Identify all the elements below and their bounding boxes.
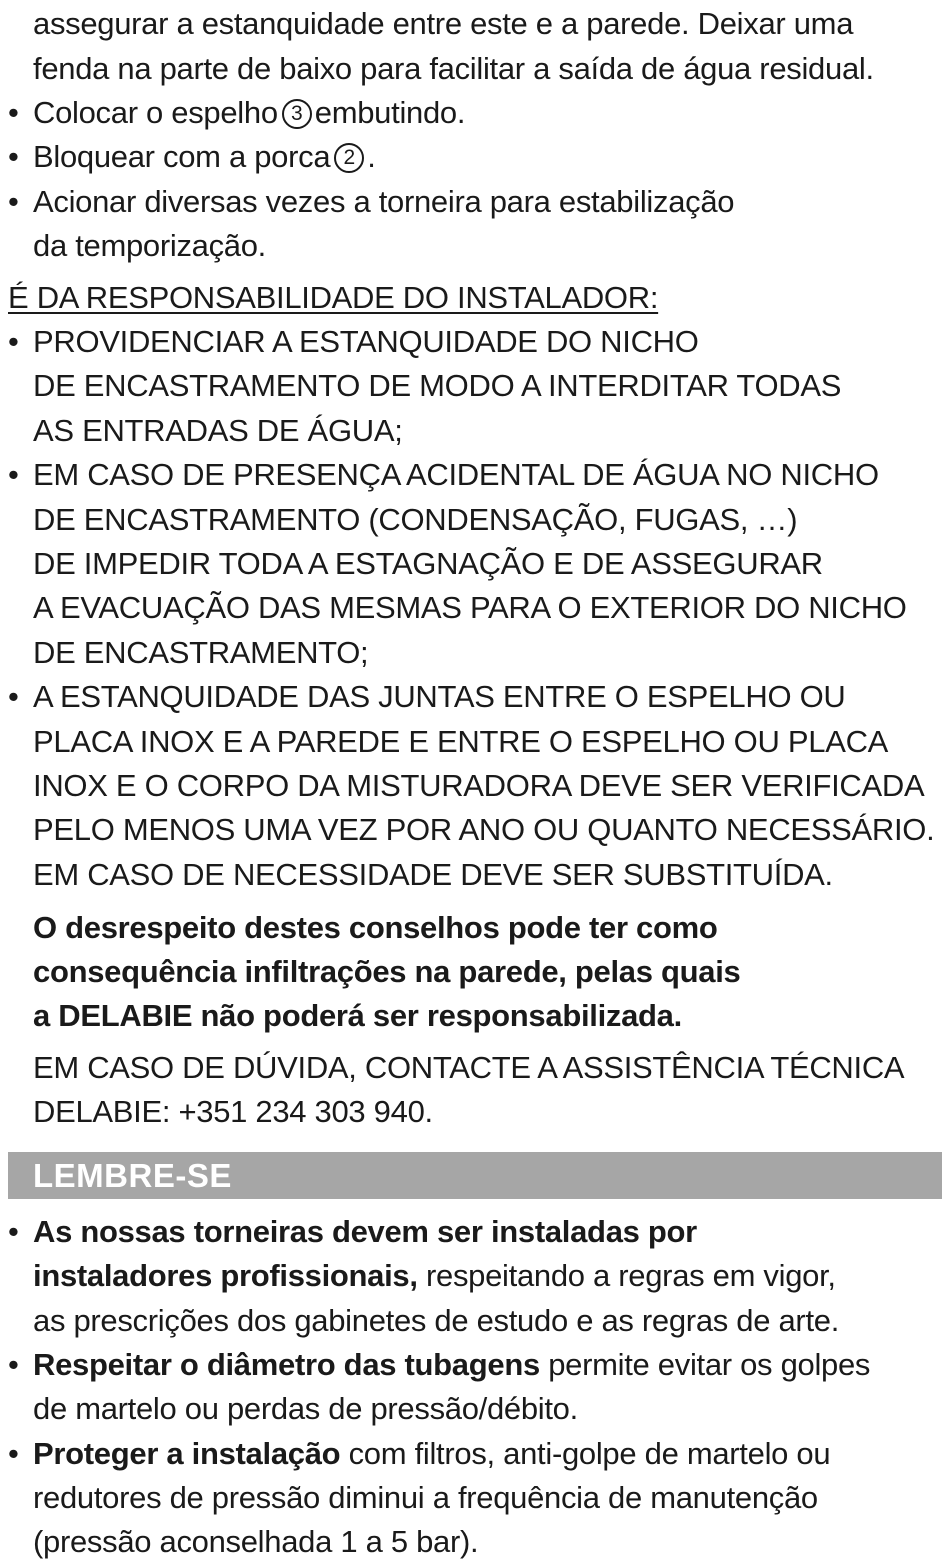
warning-text: O desrespeito destes conselhos pode ter como: [33, 910, 718, 945]
warning-text: a DELABIE não poderá ser responsabilizada.: [33, 998, 682, 1033]
bullet-icon: •: [8, 1347, 19, 1382]
responsibility-item-3-cont: PLACA INOX E A PAREDE E ENTRE O ESPELHO OU PLACA: [33, 724, 889, 759]
reminder-item-1-cont: [33, 1254, 836, 1298]
responsibility-item-1-cont: DE ENCASTRAMENTO DE MODO A INTERDITAR TODAS: [33, 368, 842, 403]
responsibility-item-2-cont: DE IMPEDIR TODA A ESTAGNAÇÃO E DE ASSEGURAR: [33, 546, 823, 581]
bullet-icon: •: [8, 1214, 19, 1249]
responsibility-item-3-cont: INOX E O CORPO DA MISTURADORA DEVE SER VERIFICADA: [33, 768, 925, 803]
reminder-item-3-bold: Proteger a instalação: [33, 1436, 341, 1471]
responsibility-item-3-cont: PELO MENOS UMA VEZ POR ANO OU QUANTO NECESSÁRIO.: [33, 812, 935, 847]
reminder-item-3: [33, 1432, 830, 1476]
reminder-item-2-text: permite evitar os golpes: [539, 1347, 871, 1382]
list-item-text: Colocar o espelho: [33, 95, 278, 130]
reminder-item-3-cont: (pressão aconselhada 1 a 5 bar).: [33, 1524, 479, 1559]
reminder-item-2: [33, 1343, 870, 1387]
responsibility-heading: É DA RESPONSABILIDADE DO INSTALADOR:: [8, 280, 659, 315]
reminder-item-1: As nossas torneiras devem ser instaladas por: [33, 1214, 697, 1249]
responsibility-item-3-cont: EM CASO DE NECESSIDADE DEVE SER SUBSTITUÍDA.: [33, 857, 833, 892]
reminder-item-1-text: respeitando a regras em vigor,: [417, 1258, 836, 1293]
bullet-icon: •: [8, 457, 19, 492]
responsibility-item-1-cont: AS ENTRADAS DE ÁGUA;: [33, 413, 403, 448]
reminder-title: LEMBRE-SE: [33, 1157, 232, 1194]
responsibility-item-3: A ESTANQUIDADE DAS JUNTAS ENTRE O ESPELHO OU: [33, 679, 846, 714]
reminder-item-1-bold: instaladores profissionais,: [33, 1258, 418, 1293]
responsibility-item-1: PROVIDENCIAR A ESTANQUIDADE DO NICHO: [33, 324, 699, 359]
bullet-icon: •: [8, 1436, 19, 1471]
bullet-icon: •: [8, 679, 19, 714]
list-item-nut: [33, 135, 376, 179]
reminder-item-3-cont: redutores de pressão diminui a frequência de manutenção: [33, 1480, 818, 1515]
paragraph-line: assegurar a estanquidade entre este e a parede. Deixar uma: [33, 6, 854, 41]
reminder-item-1-cont: as prescrições dos gabinetes de estudo e as regras de arte.: [33, 1303, 840, 1338]
list-item-text: Bloquear com a porca: [33, 139, 331, 174]
circled-number-3-icon: 3: [282, 99, 312, 129]
contact-phone: DELABIE: +351 234 303 940.: [33, 1094, 433, 1129]
circled-number-2-icon: 2: [334, 143, 364, 173]
responsibility-item-2-cont: DE ENCASTRAMENTO;: [33, 635, 369, 670]
bullet-icon: •: [8, 324, 19, 359]
reminder-section-bar: [8, 1152, 942, 1199]
list-item-text: embutindo.: [314, 95, 466, 130]
list-item-mirror: [33, 91, 465, 135]
list-item-actuate: Acionar diversas vezes a torneira para estabilização: [33, 184, 735, 219]
paragraph-line: fenda na parte de baixo para facilitar a saída de água residual.: [33, 51, 874, 86]
bullet-icon: •: [8, 184, 19, 219]
reminder-item-2-cont: de martelo ou perdas de pressão/débito.: [33, 1391, 578, 1426]
reminder-item-3-text: com filtros, anti-golpe de martelo ou: [340, 1436, 831, 1471]
warning-text: consequência infiltrações na parede, pelas quais: [33, 954, 741, 989]
reminder-item-2-bold: Respeitar o diâmetro das tubagens: [33, 1347, 540, 1382]
contact-text: EM CASO DE DÚVIDA, CONTACTE A ASSISTÊNCIA TÉCNICA: [33, 1050, 905, 1085]
list-item-text: .: [367, 139, 376, 174]
bullet-icon: •: [8, 95, 19, 130]
bullet-icon: •: [8, 139, 19, 174]
responsibility-item-2: EM CASO DE PRESENÇA ACIDENTAL DE ÁGUA NO NICHO: [33, 457, 879, 492]
responsibility-item-2-cont: DE ENCASTRAMENTO (CONDENSAÇÃO, FUGAS, …): [33, 502, 798, 537]
list-item-actuate-cont: da temporização.: [33, 228, 266, 263]
responsibility-item-2-cont: A EVACUAÇÃO DAS MESMAS PARA O EXTERIOR DO NICHO: [33, 590, 907, 625]
